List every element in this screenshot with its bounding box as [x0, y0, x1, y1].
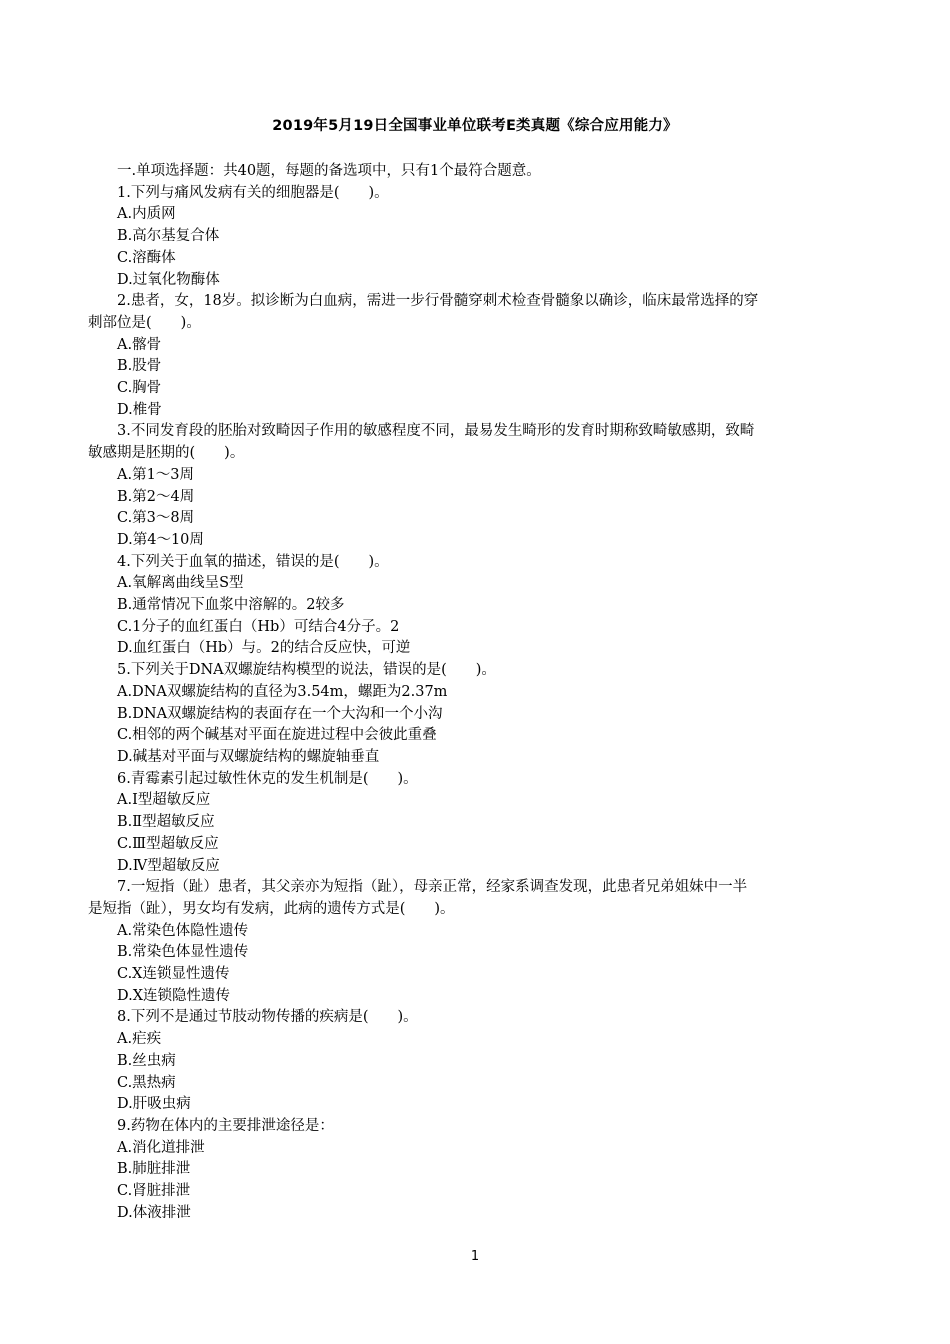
option: D.Ⅳ型超敏反应: [117, 857, 220, 874]
option: D.血红蛋白（Hb）与。2的结合反应快，可逆: [117, 640, 411, 657]
question-5: [88, 660, 860, 769]
option: D.肝吸虫病: [117, 1096, 191, 1113]
option: C.黑热病: [117, 1074, 176, 1091]
question-stem-line-1: 3.不同发育段的胚胎对致畸因子作用的敏感程度不同，最易发生畸形的发育时期称致畸敏感期，致畸: [117, 423, 755, 440]
option: B.Ⅱ型超敏反应: [117, 814, 215, 831]
option: D.第4～10周: [117, 531, 204, 548]
option: C.第3～8周: [117, 510, 195, 527]
option: B.常染色体显性遗传: [117, 944, 249, 961]
option: A.氧解离曲线呈S型: [117, 575, 244, 592]
option: A.DNA双螺旋结构的直径为3.54m，螺距为2.37m: [117, 683, 448, 700]
question-stem: 5.下列关于DNA双螺旋结构模型的说法，错误的是( )。: [117, 662, 496, 679]
option: B.丝虫病: [117, 1052, 176, 1069]
option: B.通常情况下血浆中溶解的。2较多: [117, 597, 345, 614]
question-stem: 8.下列不是通过节肢动物传播的疾病是( )。: [117, 1009, 418, 1026]
option: B.肺脏排泄: [117, 1161, 191, 1178]
option: C.1分子的血红蛋白（Hb）可结合4分子。2: [117, 618, 400, 635]
question-7: [88, 877, 860, 1007]
question-3: [88, 421, 860, 551]
question-6: [88, 769, 860, 878]
question-4: [88, 552, 860, 661]
option: B.DNA双螺旋结构的表面存在一个大沟和一个小沟: [117, 705, 443, 722]
option: C.相邻的两个碱基对平面在旋进过程中会彼此重叠: [117, 727, 437, 744]
question-stem-line-2: 是短指（趾），男女均有发病，此病的遗传方式是( )。: [88, 900, 455, 917]
option: B.股骨: [117, 358, 162, 375]
option: A.常染色体隐性遗传: [117, 922, 249, 939]
question-stem-line-2: 敏感期是胚期的( )。: [88, 445, 245, 462]
option: D.椎骨: [117, 401, 162, 418]
question-stem-line-2: 刺部位是( )。: [88, 314, 201, 331]
question-stem-line-1: 2.患者，女，18岁。拟诊断为白血病，需进一步行骨髓穿刺术检查骨髓象以确诊，临床最常选择的穿: [117, 293, 759, 310]
question-stem: 1.下列与痛风发病有关的细胞器是( )。: [117, 184, 389, 201]
option: D.体液排泄: [117, 1204, 191, 1221]
option: A.I型超敏反应: [117, 792, 211, 809]
question-stem: 6.青霉素引起过敏性休克的发生机制是( )。: [117, 770, 418, 787]
question-stem: 4.下列关于血氧的描述，错误的是( )。: [117, 553, 389, 570]
option: D.过氧化物酶体: [117, 271, 220, 288]
option: C.溶酶体: [117, 249, 176, 266]
option: A.髂骨: [117, 336, 162, 353]
section-intro: 一.单项选择题：共40题，每题的备选项中，只有1个最符合题意。: [117, 163, 541, 179]
option: A.疟疾: [117, 1031, 162, 1048]
option: C.X连锁显性遗传: [117, 966, 230, 983]
option: A.内质网: [117, 206, 176, 223]
question-9: [88, 1116, 860, 1225]
option: C.胸骨: [117, 380, 162, 397]
question-2: [88, 291, 860, 421]
option: A.消化道排泄: [117, 1139, 205, 1156]
option: A.第1～3周: [117, 466, 195, 483]
question-stem: 9.药物在体内的主要排泄途径是：: [117, 1117, 334, 1134]
document-body: [88, 161, 860, 1224]
question-stem-line-1: 7.一短指（趾）患者，其父亲亦为短指（趾），母亲正常，经家系调查发现，此患者兄弟姐妹中一半: [117, 879, 748, 896]
option: B.高尔基复合体: [117, 228, 220, 245]
option: C.Ⅲ型超敏反应: [117, 835, 219, 852]
page-title: 2019年5月19日全国事业单位联考E类真题《综合应用能力》: [272, 118, 678, 134]
page-number: 1: [470, 1249, 480, 1264]
option: D.X连锁隐性遗传: [117, 987, 231, 1004]
question-1: [88, 183, 860, 292]
option: C.肾脏排泄: [117, 1183, 191, 1200]
question-8: [88, 1007, 860, 1116]
option: B.第2～4周: [117, 488, 195, 505]
option: D.碱基对平面与双螺旋结构的螺旋轴垂直: [117, 748, 380, 765]
